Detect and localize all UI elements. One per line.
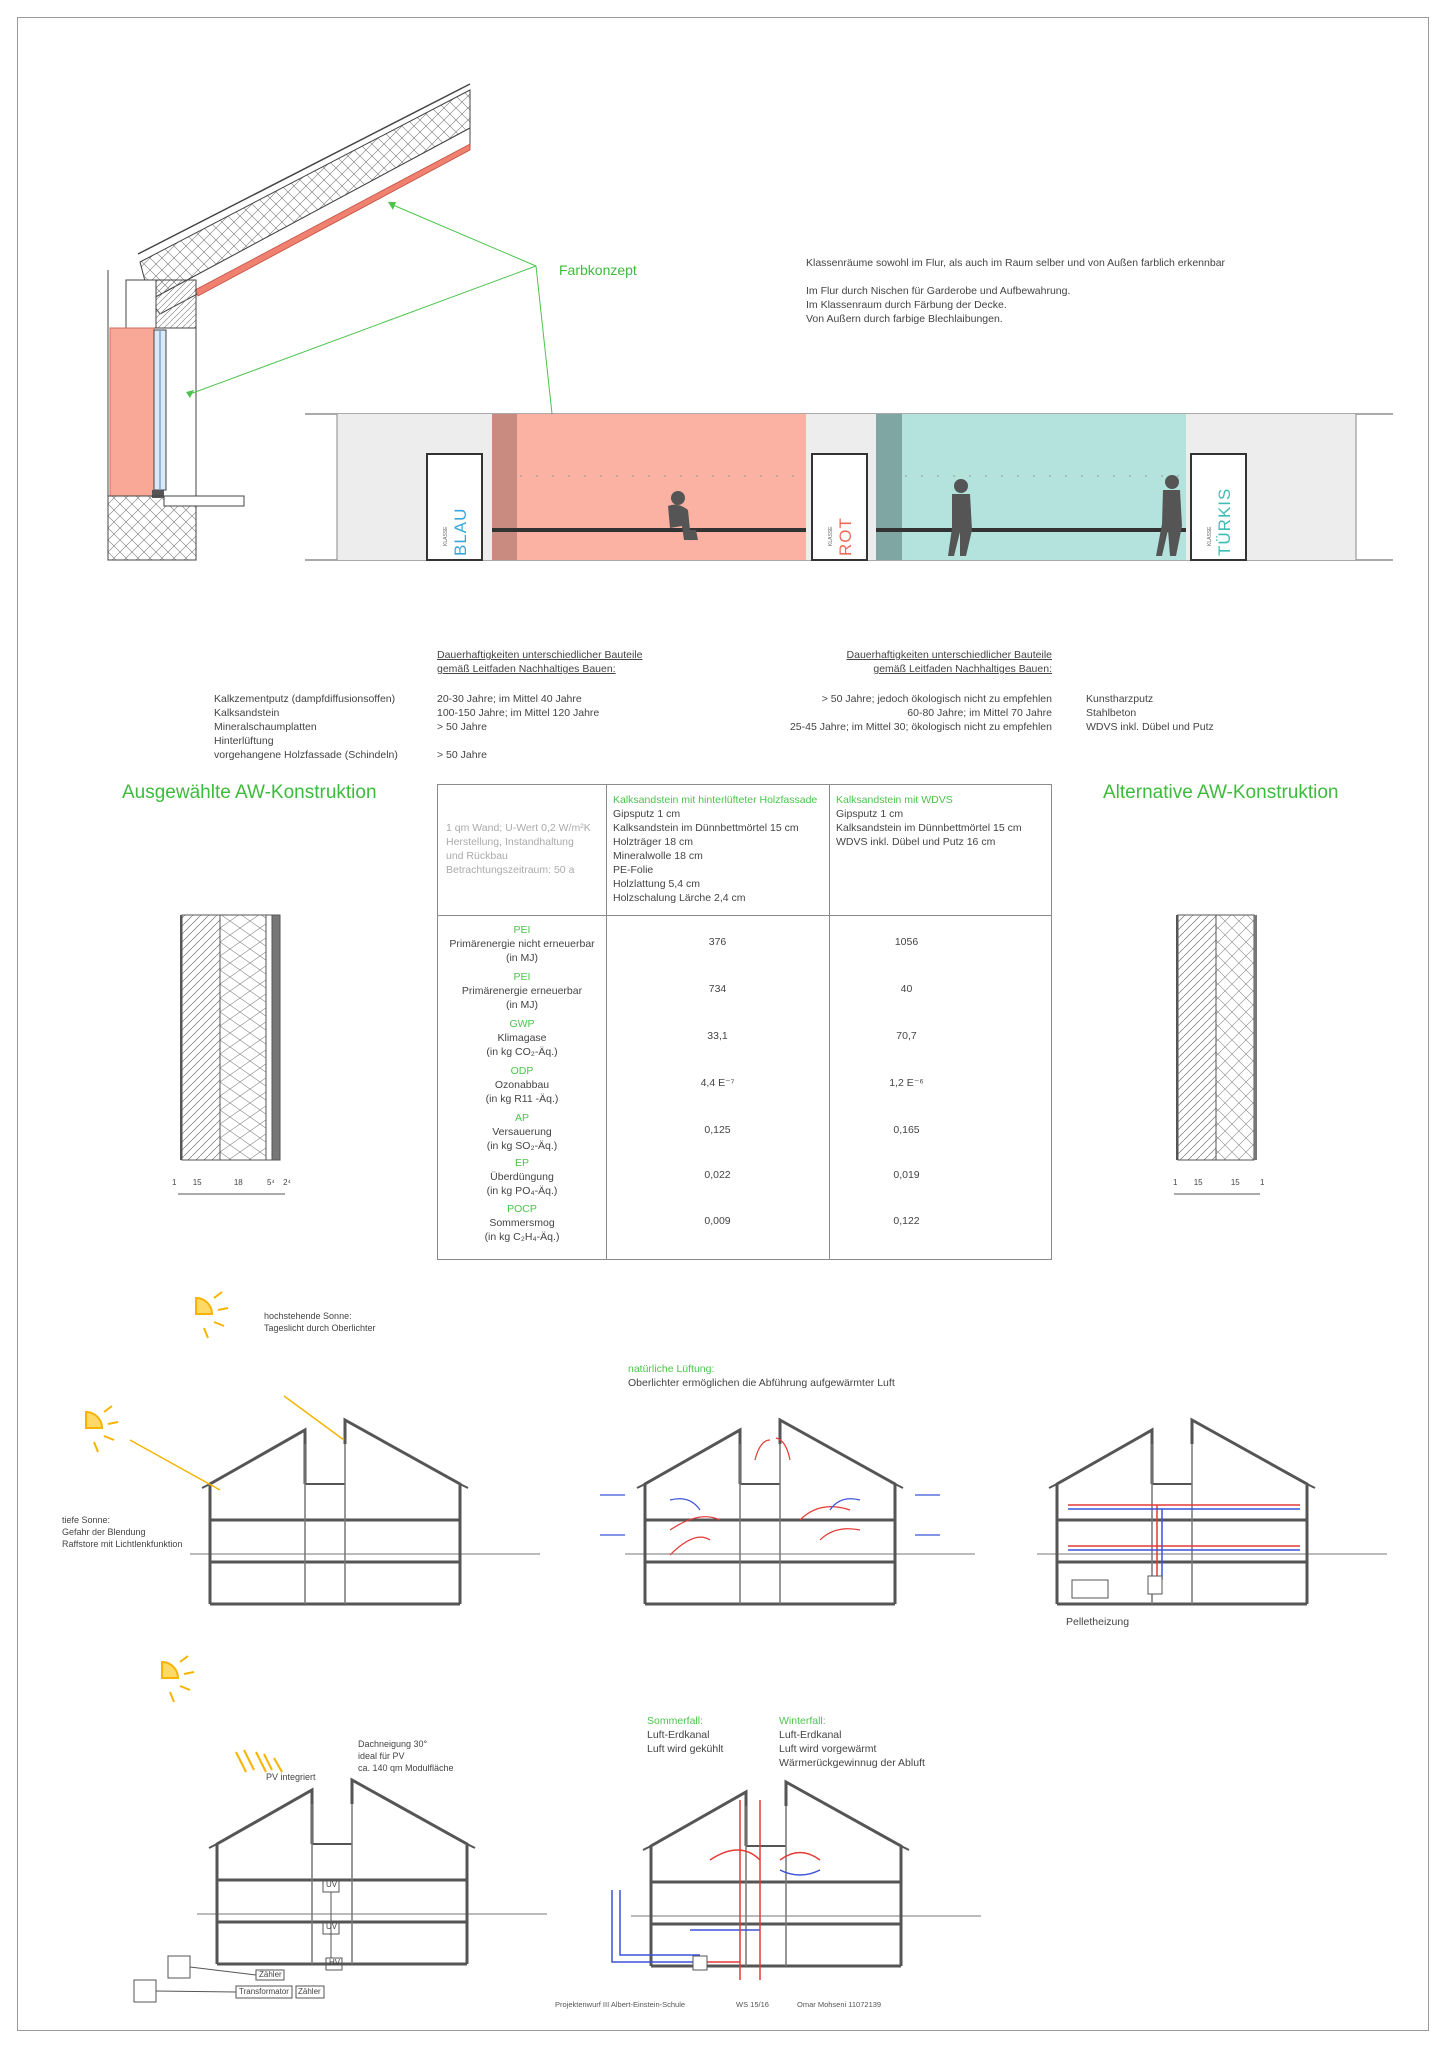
lca-row: PEI Primärenergie erneuerbar (in MJ) [461,971,583,1011]
lca-value-col1: 376 [708,936,727,948]
alternative-aw-title: Alternative AW-Konstruktion [1103,782,1339,803]
durability-right-materials: Kunstharzputz Stahlbeton WDVS inkl. Dübel und Putz [1086,693,1214,733]
durability-left-values: 20-30 Jahre; im Mittel 40 Jahre 100-150 Jahre; im Mittel 120 Jahre > 50 Jahre > 50 Jahre [437,693,600,761]
dachneigung-text: Dachneigung 30° ideal für PV ca. 140 qm Modulfläche [358,1739,454,1773]
selected-aw-title: Ausgewählte AW-Konstruktion [122,782,377,803]
door-tuerkis: KLASSE TÜRKIS [1207,487,1234,556]
durability-left-materials: Kalkzementputz (dampfdiffusionsoffen) Kalksandstein Mineralschaumplatten Hinterlüftung vorgehangene Holzfassade (Schindeln) [214,693,398,761]
lca-value-col2: 0,165 [893,1124,920,1136]
lca-value-col2: 0,019 [893,1169,920,1181]
lca-col1-header: Kalksandstein mit hinterlüfteter Holzfassade Gipsputz 1 cm Kalksandstein im Dünnbettmörtel 15 cm Holzträger 18 cm Mineralwolle 18 cm PE-Folie Holzlattung 5,4 cm Holzschalung Lärche 2,4 cm [613,794,818,904]
lca-row: ODP Ozonabbau (in kg R11 -Äq.) [485,1065,559,1105]
farbkonzept-text: Klassenräume sowohl im Flur, als auch im Raum selber und von Außen farblich erkennbar Im Flur durch Nischen für Garderobe und Aufbewahrung. Im Klassenraum durch Färbung der Decke. Von Außern durch farbige Blechlaibungen. [806,257,1226,325]
zaehler-label: Zähler [298,1987,321,1996]
lca-value-col1: 0,009 [704,1215,731,1227]
lca-value-col1: 0,022 [704,1169,731,1181]
footer-semester: WS 15/16 [736,2000,769,2009]
lca-row: EP Überdüngung (in kg PO₄-Äq.) [486,1157,558,1197]
lueftung-text: natürliche Lüftung: Oberlichter ermöglichen die Abführung aufgewärmter Luft [628,1363,895,1389]
lca-value-col1: 4,4 E⁻⁷ [700,1077,735,1089]
lca-value-col2: 1056 [894,936,919,948]
lca-value-col2: 70,7 [896,1030,917,1042]
pv-integriert-label: PV integriert [266,1772,316,1782]
sommerfall-text: Sommerfall: Luft-Erdkanal Luft wird gekühlt [647,1715,724,1755]
transformator-label: Transformator [239,1987,289,1996]
lca-row: PEI Primärenergie nicht erneuerbar (in MJ) [449,924,595,964]
lca-col2-header: Kalksandstein mit WDVS Gipsputz 1 cm Kalksandstein im Dünnbettmörtel 15 cm WDVS inkl. Dübel und Putz 16 cm [836,794,1022,848]
uv-label: UV [326,1880,338,1889]
pellet-label: Pelletheizung [1066,1616,1130,1628]
sun-high-text: hochstehende Sonne: Tageslicht durch Oberlichter [264,1311,376,1333]
door-rot: KLASSE ROT [828,517,855,556]
footer-project: Projektenwurf III Albert-Einstein-Schule [555,2000,686,2009]
lca-value-col1: 734 [708,983,727,995]
durability-right-values: > 50 Jahre; jedoch ökologisch nicht zu empfehlen 60-80 Jahre; im Mittel 70 Jahre 25-45 Jahre; im Mittel 30; ökologisch nicht zu empfehlen [789,693,1052,733]
farbkonzept-label: Farbkonzept [559,262,637,278]
footer-author: Omar Mohseni 11072139 [797,2000,882,2009]
lca-value-col1: 0,125 [704,1124,731,1136]
lca-header-info: 1 qm Wand; U-Wert 0,2 W/m²K Herstellung, Instandhaltung und Rückbau Betrachtungszeitraum: 50 a [446,822,591,876]
sun-icon [86,1292,228,1702]
durability-heading-right: Dauerhaftigkeiten unterschiedlicher Bauteile gemäß Leitfaden Nachhaltiges Bauen: [846,649,1052,675]
lca-value-col2: 40 [900,983,913,995]
lca-row: AP Versauerung (in kg SO₂-Äq.) [486,1112,558,1152]
sun-low-text: tiefe Sonne: Gefahr der Blendung Raffstore mit Lichtlenkfunktion [62,1515,183,1549]
lca-row: GWP Klimagase (in kg CO₂-Äq.) [486,1018,558,1058]
door-blau: KLASSE BLAU [443,507,470,556]
lca-value-col2: 1,2 E⁻⁶ [889,1077,924,1089]
durability-heading-left: Dauerhaftigkeiten unterschiedlicher Bauteile gemäß Leitfaden Nachhaltiges Bauen: [437,649,643,675]
lca-row: POCP Sommersmog (in kg C₂H₄-Äq.) [484,1203,560,1243]
dims-alternative: 1 15 15 1 [1173,1178,1265,1187]
lca-value-col2: 0,122 [893,1215,920,1227]
dims-selected: 1 15 18 5⁴ 2⁴ [172,1178,291,1187]
zaehler-label: Zähler [259,1970,282,1979]
uv-label: UV [326,1922,338,1931]
hv-label: HV [329,1958,341,1967]
winterfall-text: Winterfall: Luft-Erdkanal Luft wird vorgewärmt Wärmerückgewinnug der Abluft [779,1715,925,1769]
lca-value-col1: 33,1 [707,1030,728,1042]
